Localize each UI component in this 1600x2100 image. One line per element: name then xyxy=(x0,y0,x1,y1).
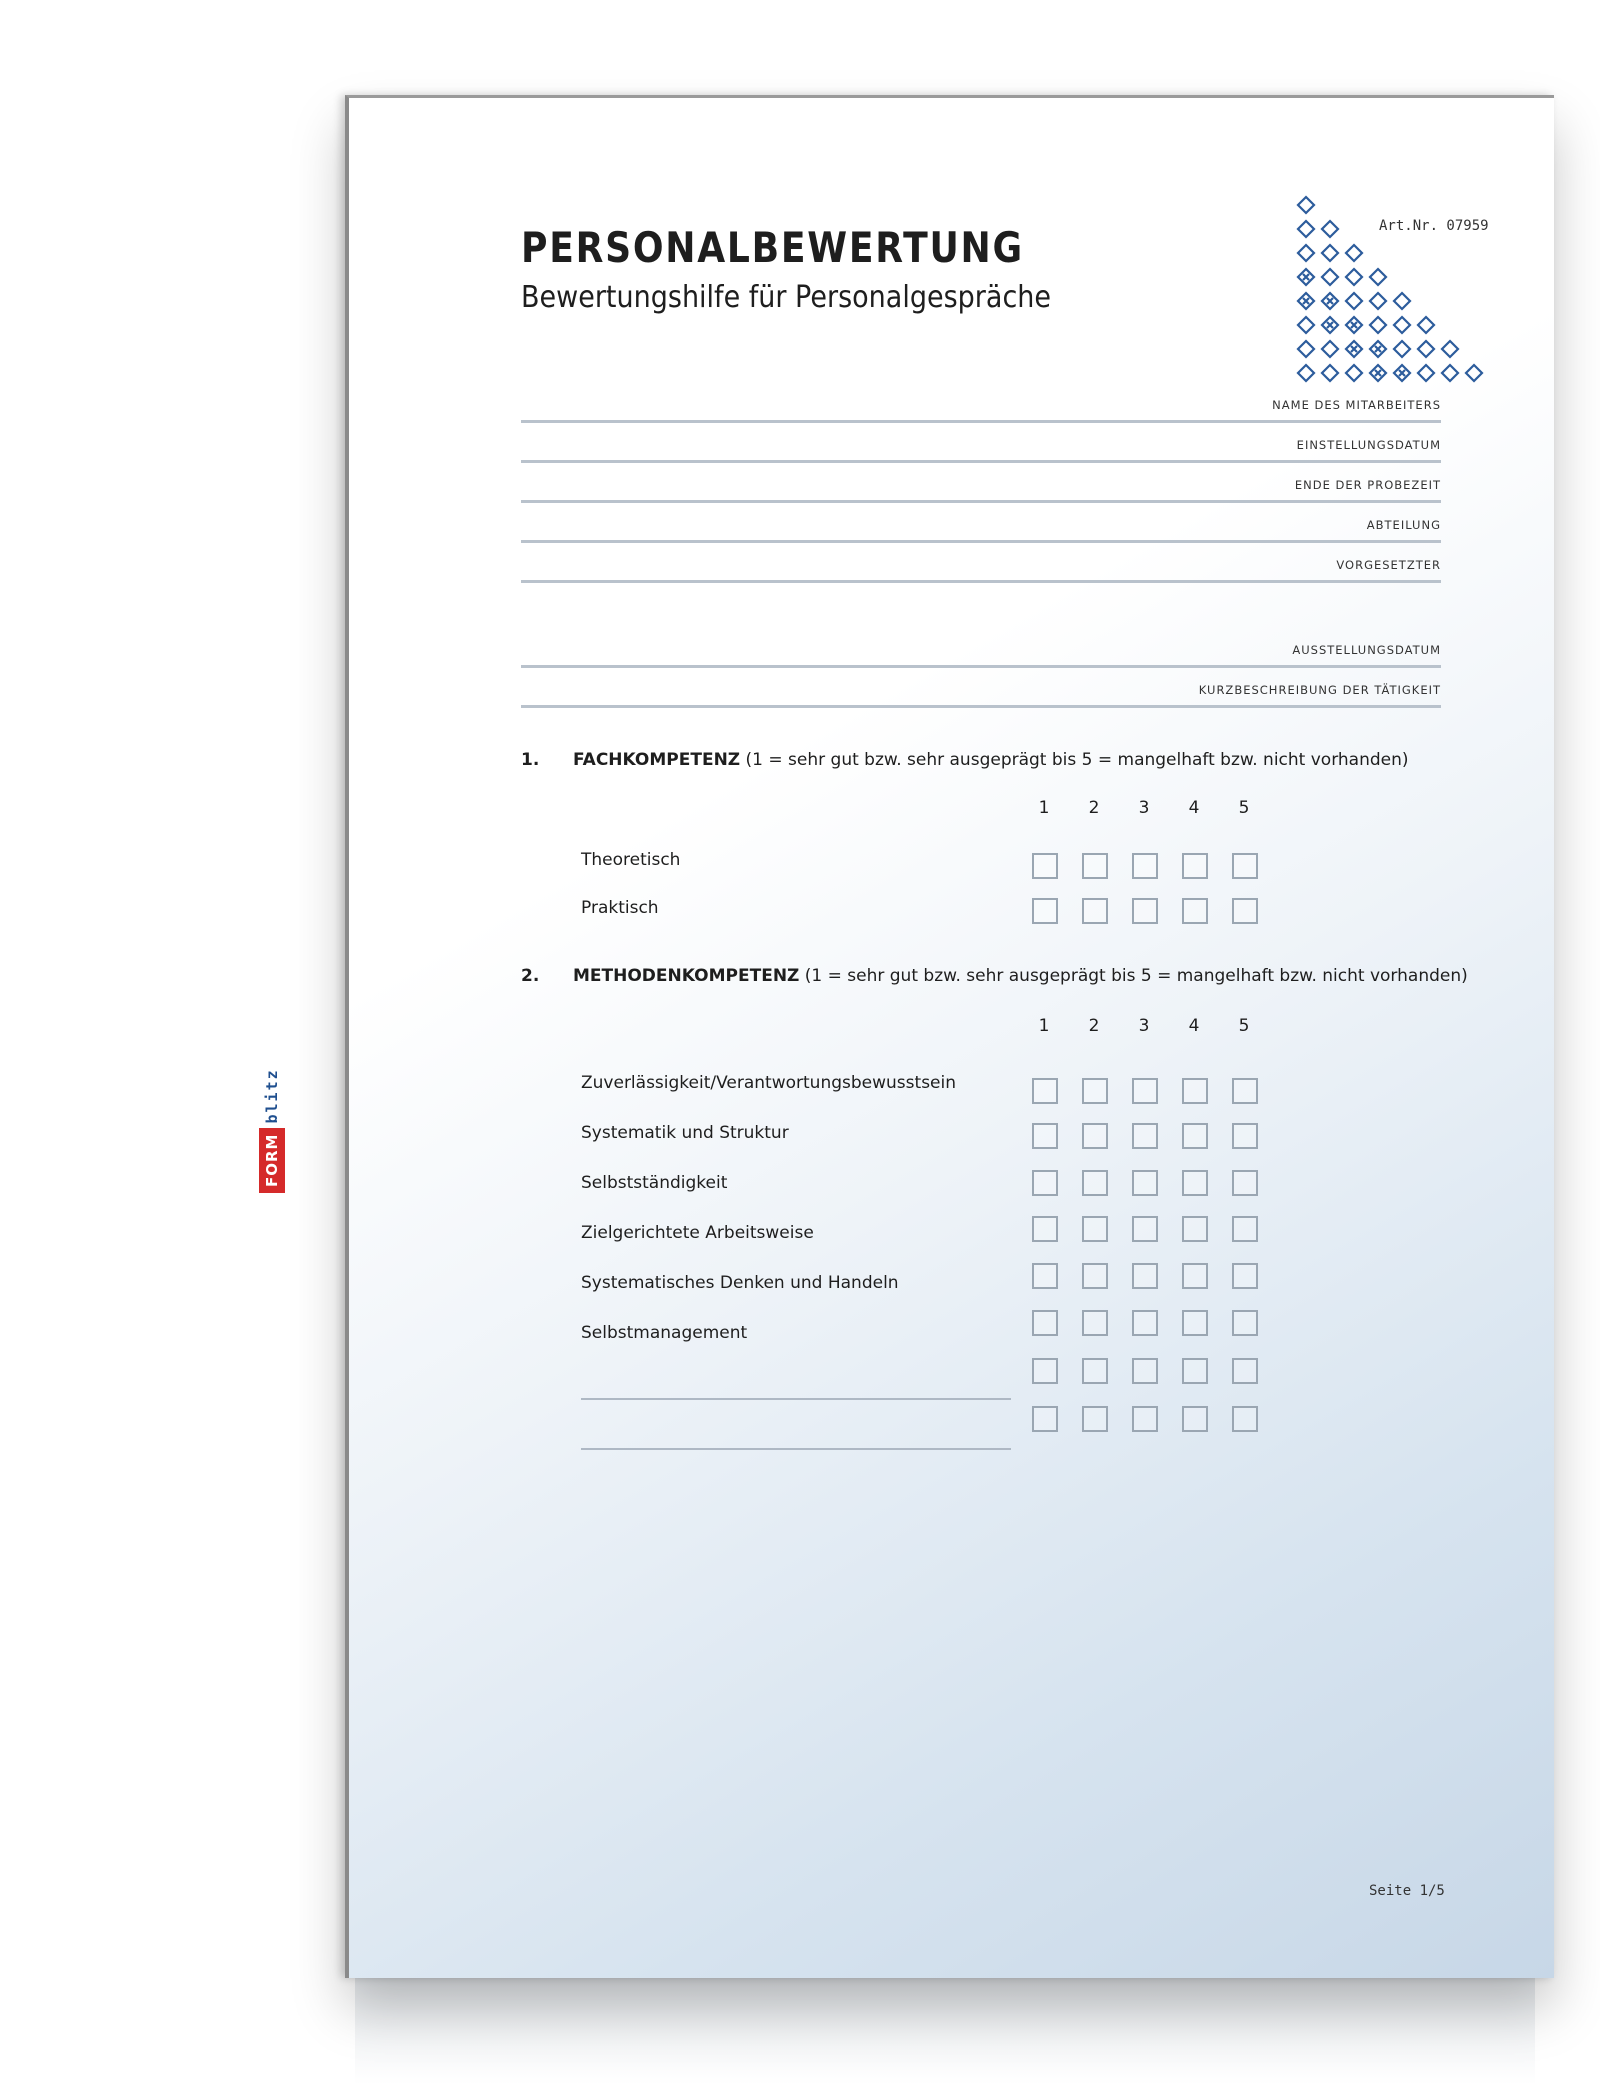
field-line xyxy=(521,500,1441,503)
rating-checkbox[interactable] xyxy=(1082,898,1108,924)
logo-diamond xyxy=(1418,365,1434,381)
rating-checkbox[interactable] xyxy=(1232,1170,1258,1196)
logo-cross xyxy=(1327,322,1333,328)
field-line xyxy=(521,420,1441,423)
logo-diamond xyxy=(1322,221,1338,237)
rating-checkbox[interactable] xyxy=(1182,1216,1208,1242)
rating-checkbox[interactable] xyxy=(1232,1216,1258,1242)
field-label: EINSTELLUNGSDATUM xyxy=(1296,438,1441,452)
logo-diamond xyxy=(1298,341,1314,357)
rating-checkbox[interactable] xyxy=(1082,1263,1108,1289)
logo-diamond xyxy=(1322,365,1338,381)
rating-checkbox[interactable] xyxy=(1232,1078,1258,1104)
rating-checkbox[interactable] xyxy=(1082,1310,1108,1336)
field-line xyxy=(521,580,1441,583)
logo-diamond xyxy=(1346,293,1362,309)
rating-checkbox[interactable] xyxy=(1232,1358,1258,1384)
scale-number: 2 xyxy=(1088,798,1100,818)
criterion-label: Theoretisch xyxy=(581,850,681,870)
page-number: Seite 1/5 xyxy=(1369,1883,1445,1899)
rating-checkbox[interactable] xyxy=(1132,853,1158,879)
logo-diamond xyxy=(1418,341,1434,357)
section-title: METHODENKOMPETENZ xyxy=(573,966,800,986)
logo-diamond xyxy=(1442,365,1458,381)
scale-number: 4 xyxy=(1188,1016,1200,1036)
field-label: ENDE DER PROBEZEIT xyxy=(1294,478,1441,492)
scale-number: 5 xyxy=(1238,1016,1250,1036)
rating-checkbox[interactable] xyxy=(1182,1078,1208,1104)
rating-checkbox[interactable] xyxy=(1232,853,1258,879)
criterion-label: Zielgerichtete Arbeitsweise xyxy=(581,1223,814,1243)
rating-checkbox[interactable] xyxy=(1182,1406,1208,1432)
logo-diamond xyxy=(1442,341,1458,357)
rating-checkbox[interactable] xyxy=(1232,898,1258,924)
formblitz-logo xyxy=(259,1033,287,1193)
rating-checkbox[interactable] xyxy=(1032,1358,1058,1384)
section-hint: (1 = sehr gut bzw. sehr ausgeprägt bis 5 = mangelhaft bzw. nicht vorhanden) xyxy=(804,966,1468,986)
logo-diamond xyxy=(1298,365,1314,381)
field-issue-date[interactable] xyxy=(521,643,1441,673)
logo-diamond xyxy=(1298,245,1314,261)
field-hire-date[interactable] xyxy=(521,438,1441,468)
logo-cross xyxy=(1375,346,1381,352)
logo-diamond xyxy=(1298,317,1314,333)
rating-checkbox[interactable] xyxy=(1182,898,1208,924)
field-label: VORGESETZTER xyxy=(1336,558,1441,572)
rating-checkbox[interactable] xyxy=(1082,1406,1108,1432)
rating-checkbox[interactable] xyxy=(1082,1123,1108,1149)
rating-checkbox[interactable] xyxy=(1182,1310,1208,1336)
logo-cross xyxy=(1303,298,1309,304)
rating-checkbox[interactable] xyxy=(1232,1310,1258,1336)
logo-cross xyxy=(1375,370,1381,376)
rating-checkbox[interactable] xyxy=(1032,1123,1058,1149)
rating-checkbox[interactable] xyxy=(1182,853,1208,879)
criterion-label: Systematik und Struktur xyxy=(581,1123,789,1143)
rating-checkbox[interactable] xyxy=(1032,1406,1058,1432)
rating-checkbox[interactable] xyxy=(1182,1123,1208,1149)
blank-criterion-line[interactable] xyxy=(581,1448,1011,1450)
rating-checkbox[interactable] xyxy=(1082,1170,1108,1196)
rating-checkbox[interactable] xyxy=(1032,898,1058,924)
rating-checkbox[interactable] xyxy=(1132,1358,1158,1384)
logo-diamond xyxy=(1346,245,1362,261)
field-line xyxy=(521,665,1441,668)
logo-blitz-text: blitz xyxy=(263,1068,281,1124)
rating-checkbox[interactable] xyxy=(1232,1123,1258,1149)
rating-checkbox[interactable] xyxy=(1132,1170,1158,1196)
field-label: AUSSTELLUNGSDATUM xyxy=(1292,643,1441,657)
criterion-label: Praktisch xyxy=(581,898,659,918)
logo-diamond xyxy=(1322,269,1338,285)
rating-checkbox[interactable] xyxy=(1132,1310,1158,1336)
rating-checkbox[interactable] xyxy=(1082,1216,1108,1242)
logo-diamond xyxy=(1298,221,1314,237)
rating-checkbox[interactable] xyxy=(1032,1263,1058,1289)
rating-checkbox[interactable] xyxy=(1232,1406,1258,1432)
scale-number: 3 xyxy=(1138,1016,1150,1036)
rating-checkbox[interactable] xyxy=(1032,853,1058,879)
logo-cross xyxy=(1351,346,1357,352)
rating-checkbox[interactable] xyxy=(1082,853,1108,879)
scale-number: 5 xyxy=(1238,798,1250,818)
scale-number: 1 xyxy=(1038,798,1050,818)
logo-diamond xyxy=(1298,197,1314,213)
field-probation-end[interactable] xyxy=(521,478,1441,508)
rating-checkbox[interactable] xyxy=(1182,1358,1208,1384)
field-label: NAME DES MITARBEITERS xyxy=(1272,398,1441,412)
field-department[interactable] xyxy=(521,518,1441,548)
logo-diamond xyxy=(1370,317,1386,333)
blank-criterion-line[interactable] xyxy=(581,1398,1011,1400)
scale-number: 3 xyxy=(1138,798,1150,818)
section-number: 1. xyxy=(521,750,540,770)
logo-diamond xyxy=(1418,317,1434,333)
field-line xyxy=(521,460,1441,463)
rating-checkbox[interactable] xyxy=(1032,1310,1058,1336)
logo-diamond xyxy=(1322,341,1338,357)
logo-cross xyxy=(1303,274,1309,280)
article-number: Art.Nr. 07959 xyxy=(1379,218,1489,234)
rating-checkbox[interactable] xyxy=(1082,1358,1108,1384)
rating-checkbox[interactable] xyxy=(1132,1263,1158,1289)
section-heading-fachkompetenz xyxy=(521,750,1409,770)
field-employee-name[interactable] xyxy=(521,398,1441,428)
scale-number: 2 xyxy=(1088,1016,1100,1036)
logo-diamond xyxy=(1394,317,1410,333)
section-hint: (1 = sehr gut bzw. sehr ausgeprägt bis 5 = mangelhaft bzw. nicht vorhanden) xyxy=(745,750,1409,770)
field-label: KURZBESCHREIBUNG DER TÄTIGKEIT xyxy=(1198,683,1441,697)
rating-checkbox[interactable] xyxy=(1132,898,1158,924)
rating-checkbox[interactable] xyxy=(1032,1216,1058,1242)
rating-checkbox[interactable] xyxy=(1182,1263,1208,1289)
criterion-label: Zuverlässigkeit/Verantwortungsbewusstsein xyxy=(581,1073,957,1093)
logo-cross xyxy=(1351,322,1357,328)
logo-diamond xyxy=(1346,365,1362,381)
rating-checkbox[interactable] xyxy=(1132,1078,1158,1104)
document-subtitle: Bewertungshilfe für Personalgespräche xyxy=(521,280,1052,315)
logo-diamond xyxy=(1394,341,1410,357)
rating-checkbox[interactable] xyxy=(1082,1078,1108,1104)
scale-number: 4 xyxy=(1188,798,1200,818)
checkbox-pattern-logo xyxy=(1294,193,1484,393)
logo-cross xyxy=(1399,370,1405,376)
logo-diamond xyxy=(1370,269,1386,285)
page-reflection xyxy=(355,1975,1535,2085)
field-job-description[interactable] xyxy=(521,683,1441,713)
document-title: PERSONALBEWERTUNG xyxy=(521,223,1024,272)
logo-diamond xyxy=(1466,365,1482,381)
rating-checkbox[interactable] xyxy=(1132,1123,1158,1149)
rating-checkbox[interactable] xyxy=(1232,1263,1258,1289)
field-label: ABTEILUNG xyxy=(1366,518,1441,532)
field-supervisor[interactable] xyxy=(521,558,1441,588)
field-line xyxy=(521,540,1441,543)
rating-checkbox[interactable] xyxy=(1032,1170,1058,1196)
rating-checkbox[interactable] xyxy=(1132,1216,1158,1242)
scale-number: 1 xyxy=(1038,1016,1050,1036)
logo-diamond xyxy=(1370,293,1386,309)
logo-diamond xyxy=(1394,293,1410,309)
section-title: FACHKOMPETENZ xyxy=(573,750,741,770)
criterion-label: Selbstmanagement xyxy=(581,1323,748,1343)
rating-checkbox[interactable] xyxy=(1132,1406,1158,1432)
criterion-label: Systematisches Denken und Handeln xyxy=(581,1273,899,1293)
rating-checkbox[interactable] xyxy=(1032,1078,1058,1104)
section-heading-methodenkompetenz xyxy=(521,966,1468,986)
logo-diamond xyxy=(1322,245,1338,261)
logo-form-text: FORM xyxy=(259,1128,285,1193)
document-page xyxy=(263,95,1554,1978)
logo-diamond xyxy=(1346,269,1362,285)
logo-cross xyxy=(1327,298,1333,304)
field-line xyxy=(521,705,1441,708)
rating-checkbox[interactable] xyxy=(1182,1170,1208,1196)
criterion-label: Selbstständigkeit xyxy=(581,1173,728,1193)
section-number: 2. xyxy=(521,966,540,986)
